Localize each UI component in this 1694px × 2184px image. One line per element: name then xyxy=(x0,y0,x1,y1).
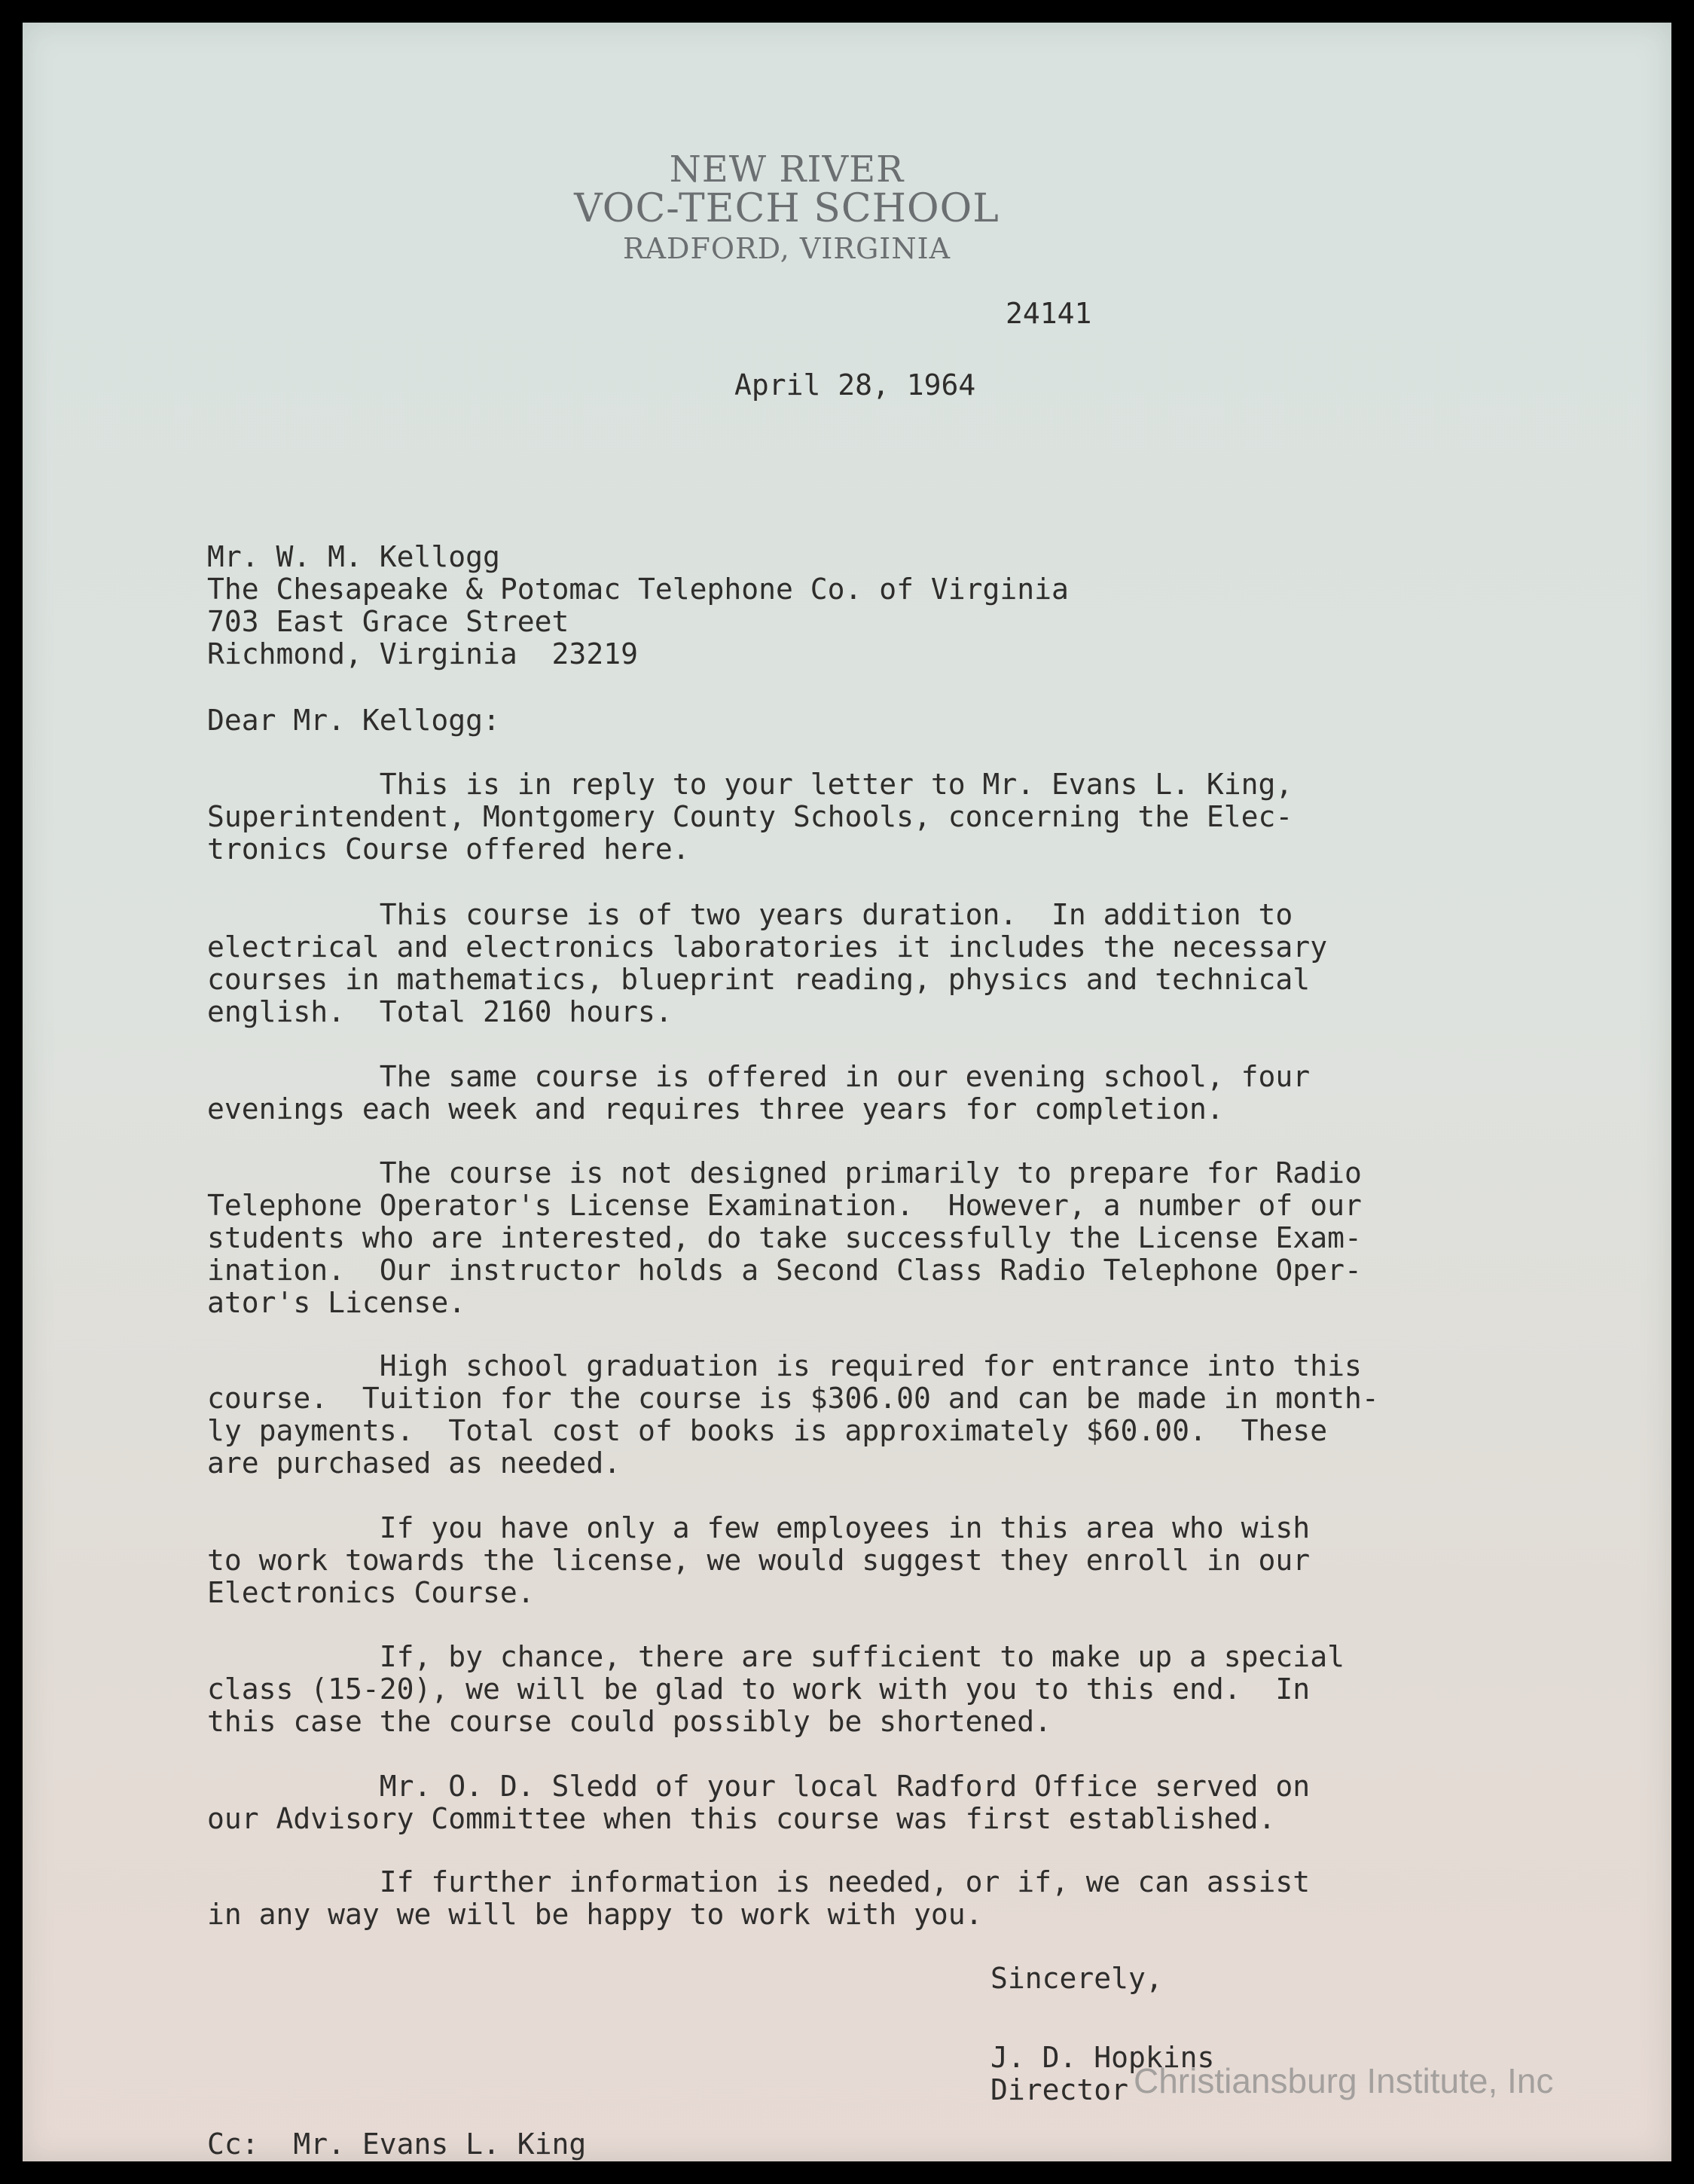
letterhead-line-3: RADFORD, VIRGINIA xyxy=(622,231,951,265)
paragraph-line: If, by chance, there are sufficient to make up a special xyxy=(207,1640,1345,1673)
letterhead-line-2: VOC-TECH SCHOOL xyxy=(574,186,1000,232)
recipient-company: The Chesapeake & Potomac Telephone Co. of Virginia xyxy=(207,573,1069,606)
paragraph-line: Telephone Operator's License Examination. However, a number of our xyxy=(207,1189,1362,1222)
paragraph-line: ly payments. Total cost of books is approximately $60.00. These xyxy=(207,1414,1328,1447)
paragraph-line: Mr. O. D. Sledd of your local Radford Office served on xyxy=(207,1770,1311,1803)
paragraph-line: courses in mathematics, blueprint reading, physics and technical xyxy=(207,963,1311,996)
paragraph-line: If further information is needed, or if, we can assist xyxy=(207,1865,1311,1898)
zip-code: 24141 xyxy=(1006,297,1092,330)
recipient-street: 703 East Grace Street xyxy=(207,605,569,638)
letterhead-line-1: NEW RIVER xyxy=(669,148,905,191)
body-paragraph-7 xyxy=(207,1641,1578,1738)
body-paragraph-5 xyxy=(207,1350,1578,1480)
salutation: Dear Mr. Kellogg: xyxy=(207,704,500,737)
recipient-name: Mr. W. M. Kellogg xyxy=(207,540,500,573)
signer-name: J. D. Hopkins xyxy=(990,2041,1215,2074)
paragraph-line: to work towards the license, we would suggest they enroll in our xyxy=(207,1544,1311,1577)
closing: Sincerely, xyxy=(990,1962,1163,1995)
letter-page xyxy=(23,23,1671,2161)
paragraph-line: class (15-20), we will be glad to work with you to this end. In xyxy=(207,1672,1311,1706)
paragraph-line: course. Tuition for the course is $306.00 and can be made in month- xyxy=(207,1382,1379,1415)
paragraph-line: Superintendent, Montgomery County Schools, concerning the Elec- xyxy=(207,800,1293,833)
recipient-city: Richmond, Virginia 23219 xyxy=(207,637,638,670)
body-paragraph-9 xyxy=(207,1866,1578,1931)
cc-line: Cc: Mr. Evans L. King xyxy=(207,2127,587,2161)
watermark: Christiansburg Institute, Inc xyxy=(1134,2061,1554,2100)
paragraph-line: ator's License. xyxy=(207,1286,466,1319)
letter-date: April 28, 1964 xyxy=(734,368,976,402)
paragraph-line: High school graduation is required for entrance into this xyxy=(207,1349,1362,1382)
paragraph-line: The same course is offered in our evening school, four xyxy=(207,1060,1311,1093)
paragraph-line: This course is of two years duration. In addition to xyxy=(207,898,1293,931)
paragraph-line: in any way we will be happy to work with you. xyxy=(207,1898,983,1931)
letterhead-stamp xyxy=(23,148,1671,265)
paragraph-line: Electronics Course. xyxy=(207,1576,535,1609)
paragraph-line: tronics Course offered here. xyxy=(207,832,690,866)
body-paragraph-8 xyxy=(207,1770,1578,1835)
paragraph-line: this case the course could possibly be shortened. xyxy=(207,1705,1052,1738)
paragraph-line: The course is not designed primarily to prepare for Radio xyxy=(207,1156,1362,1190)
paragraph-line: electrical and electronics laboratories it includes the necessary xyxy=(207,930,1328,964)
body-paragraph-1 xyxy=(207,768,1578,866)
body-paragraph-2 xyxy=(207,899,1578,1028)
paragraph-line: are purchased as needed. xyxy=(207,1446,621,1480)
body-paragraph-4 xyxy=(207,1157,1578,1319)
body-paragraph-3 xyxy=(207,1061,1578,1126)
paragraph-line: ination. Our instructor holds a Second Class Radio Telephone Oper- xyxy=(207,1254,1362,1287)
recipient-address xyxy=(207,541,1069,670)
paragraph-line: students who are interested, do take successfully the License Exam- xyxy=(207,1221,1362,1254)
paragraph-line: english. Total 2160 hours. xyxy=(207,995,673,1028)
paragraph-line: evenings each week and requires three years for completion. xyxy=(207,1092,1224,1126)
signer-title: Director xyxy=(990,2073,1129,2106)
body-paragraph-6 xyxy=(207,1512,1578,1609)
paragraph-line: If you have only a few employees in this area who wish xyxy=(207,1511,1311,1544)
paragraph-line: This is in reply to your letter to Mr. Evans L. King, xyxy=(207,768,1293,801)
paragraph-line: our Advisory Committee when this course was first established. xyxy=(207,1802,1276,1835)
